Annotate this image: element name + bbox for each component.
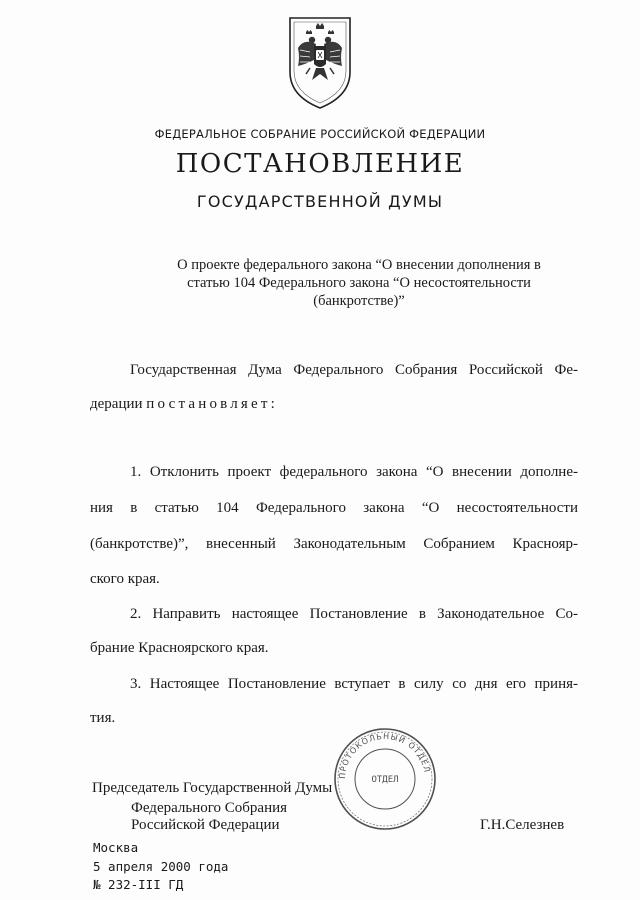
svg-text:ПРОТОКОЛЬНЫЙ ОТДЕЛ xyxy=(338,732,432,779)
stamp-ring-text: ПРОТОКОЛЬНЫЙ ОТДЕЛ xyxy=(337,731,432,780)
document-subtitle: ГОСУДАРСТВЕННОЙ ДУМЫ xyxy=(196,192,444,211)
item-line: 3. Настоящее Постановление вступает в силу со дня его приня- xyxy=(130,676,578,692)
subject-heading xyxy=(158,256,560,310)
footer-number: № 232-III ГД xyxy=(93,877,184,892)
item-line: 1. Отклонить проект федерального закона “О внесении дополне- xyxy=(130,464,578,480)
preamble-line xyxy=(90,394,578,414)
official-stamp xyxy=(330,724,440,834)
signatory-name: Г.Н.Селезнев xyxy=(480,817,565,833)
item-line: тия. xyxy=(90,710,116,726)
subject-line: (банкротстве)” xyxy=(313,293,405,309)
item-line: брание Красноярского края. xyxy=(90,640,269,656)
stamp-center-text: ОТДЕЛ xyxy=(371,775,399,785)
footer-city: Москва xyxy=(93,840,139,855)
document-title: ПОСТАНОВЛЕНИЕ xyxy=(175,149,465,179)
preamble-text: дерации xyxy=(90,396,147,412)
item-line: ского края. xyxy=(90,571,160,587)
organization-name: ФЕДЕРАЛЬНОЕ СОБРАНИЕ РОССИЙСКОЙ ФЕДЕРАЦИИ xyxy=(154,127,486,141)
coat-of-arms-emblem xyxy=(286,14,354,110)
subject-line: О проекте федерального закона “О внесении дополнения в xyxy=(177,257,541,273)
footer-date: 5 апреля 2000 года xyxy=(93,859,229,874)
resolves-spaced-word: постановляет: xyxy=(146,396,279,412)
preamble-line: Государственная Дума Федерального Собрания Российской Фе- xyxy=(130,362,578,378)
item-line: 2. Направить настоящее Постановление в Законодательное Со- xyxy=(130,606,578,622)
item-line: ния в статью 104 Федерального закона “О несостоятельности xyxy=(90,500,578,516)
subject-line: статью 104 Федерального закона “О несостоятельности xyxy=(187,275,531,291)
item-line: (банкротстве)”, внесенный Законодательным Собранием Краснояр- xyxy=(90,536,578,552)
signatory-position-line: Российской Федерации xyxy=(131,817,280,833)
signatory-position-line: Федерального Собрания xyxy=(131,800,288,816)
signatory-position-line: Председатель Государственной Думы xyxy=(92,780,333,796)
